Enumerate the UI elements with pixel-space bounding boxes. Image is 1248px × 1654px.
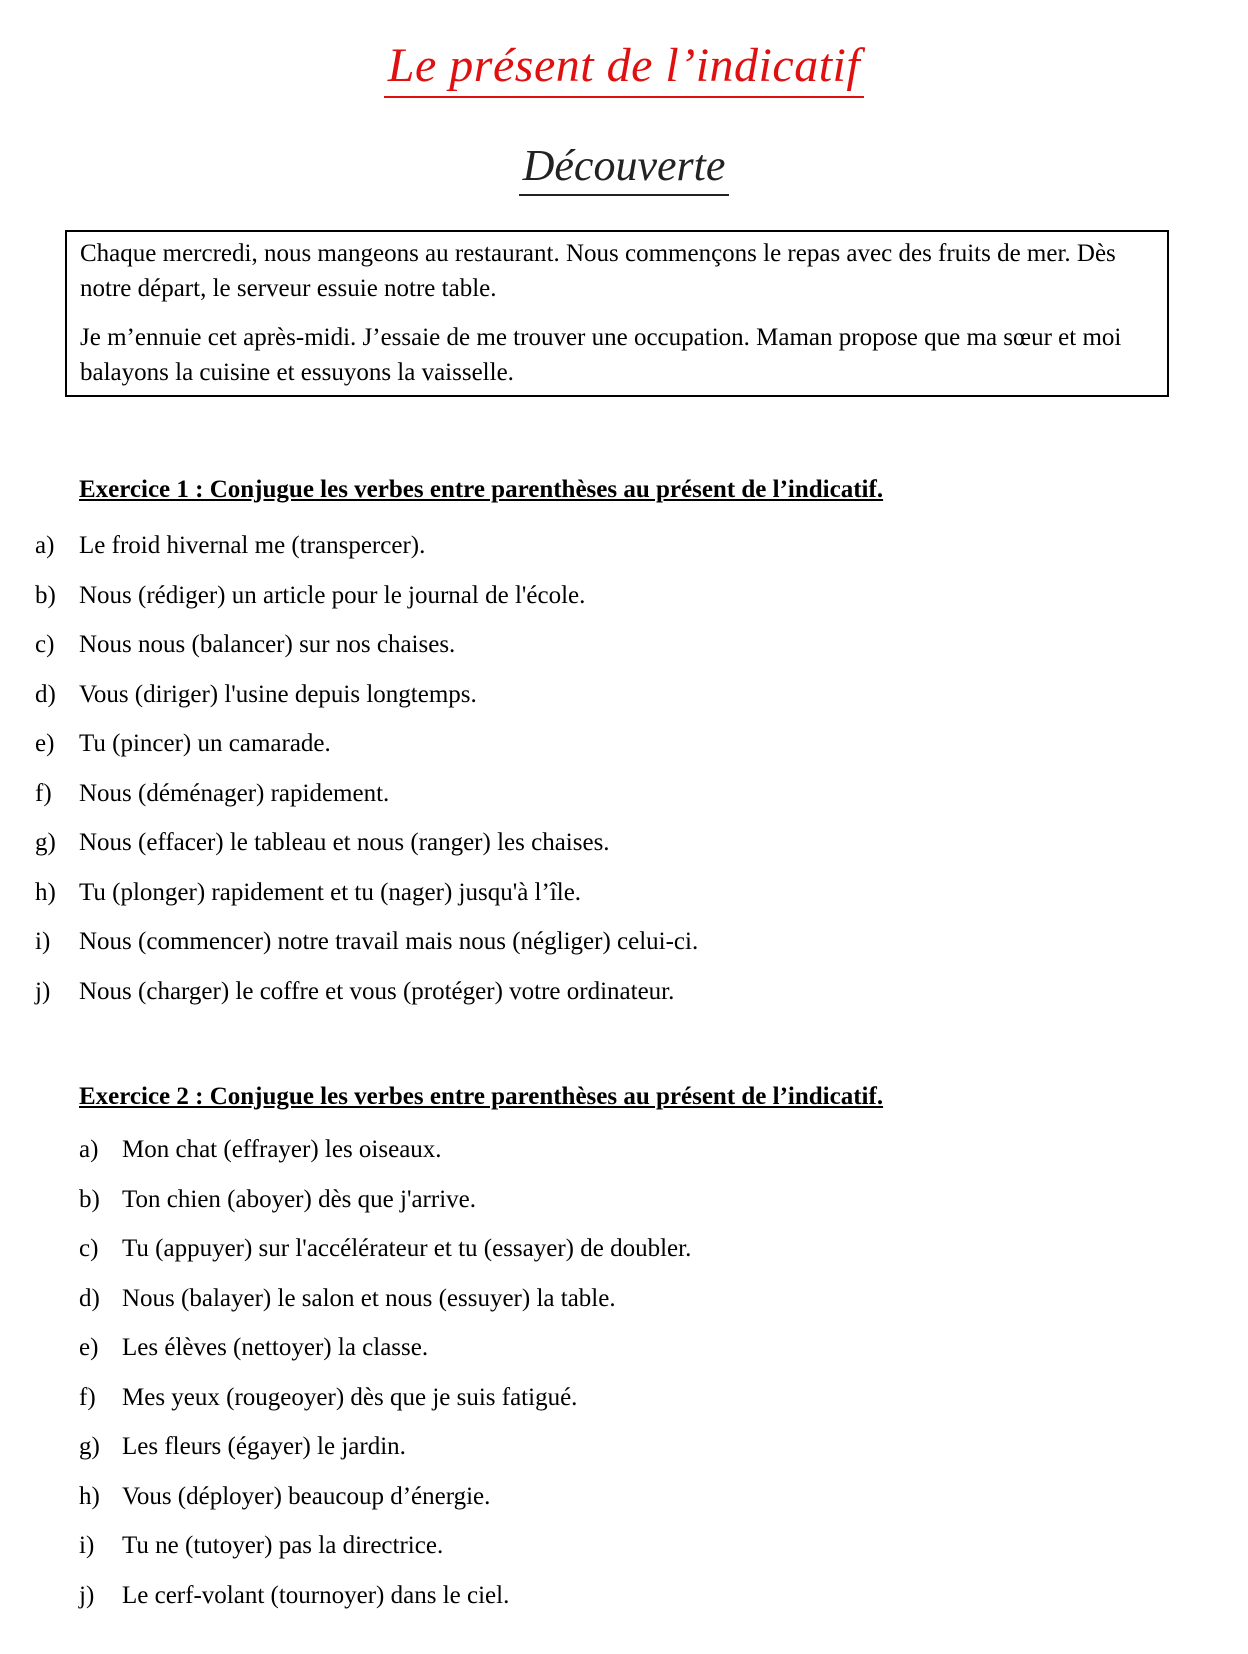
exercise1-item [35,679,698,729]
exercise2-item [79,1332,691,1382]
exercise1-item [35,728,698,778]
item-letter: b) [35,581,56,609]
item-text: Vous (diriger) l'usine depuis longtemps. [79,680,477,708]
item-letter: e) [35,730,55,757]
exercise1-list [35,530,698,1025]
item-letter: e) [79,1334,99,1361]
exercise1-item [35,827,698,877]
item-text: Nous (rédiger) un article pour le journal de l'école. [79,581,586,609]
item-letter: d) [35,680,56,708]
item-text: Mes yeux (rougeoyer) dès que je suis fatigué. [122,1383,578,1411]
item-text: Tu (appuyer) sur l'accélérateur et tu (essayer) de doubler. [122,1235,692,1262]
item-text: Nous nous (balancer) sur nos chaises. [79,631,456,658]
item-letter: j) [35,977,51,1005]
intro-paragraph: Je m’ennuie cet après-midi. J’essaie de me trouver une occupation. Maman propose que ma sœur et moi balayons la cuisine et essuyons la vaisselle. [80,324,1122,386]
item-letter: g) [79,1433,100,1460]
exercise2-item [79,1134,691,1184]
item-letter: f) [35,779,52,807]
exercise2-item [79,1233,691,1283]
item-text: Tu (pincer) un camarade. [79,730,331,757]
item-text: Nous (balayer) le salon et nous (essuyer) la table. [122,1284,616,1312]
item-letter: f) [79,1383,96,1411]
intro-paragraph: Chaque mercredi, nous mangeons au restaurant. Nous commençons le repas avec des fruits de mer. Dès notre départ, le serveur essuie notre table. [80,240,1116,302]
intro-text-box [65,230,1169,397]
exercise1-item [35,530,698,580]
item-text: Mon chat (effrayer) les oiseaux. [122,1136,442,1163]
item-letter: g) [35,829,56,856]
item-letter: i) [79,1532,95,1559]
exercise1-item [35,926,698,976]
item-text: Tu ne (tutoyer) pas la directrice. [122,1532,444,1559]
item-letter: c) [79,1235,99,1262]
exercise1-item [35,877,698,927]
page-title [0,38,1248,98]
exercise1-item [35,976,698,1026]
item-text: Nous (commencer) notre travail mais nous (négliger) celui-ci. [79,928,699,955]
item-text: Le froid hivernal me (transpercer). [79,532,426,559]
item-letter: a) [79,1136,99,1163]
item-text: Les élèves (nettoyer) la classe. [122,1334,429,1361]
item-text: Le cerf-volant (tournoyer) dans le ciel. [122,1581,510,1609]
exercise1-item [35,580,698,630]
exercise1-item [35,778,698,828]
item-letter: a) [35,532,55,559]
exercise2-item [79,1580,691,1630]
item-letter: d) [79,1284,100,1312]
item-letter: h) [79,1482,100,1510]
exercise1-heading: Exercice 1 : Conjugue les verbes entre parenthèses au présent de l’indicatif. [79,476,884,503]
exercise2-item [79,1431,691,1481]
item-text: Tu (plonger) rapidement et tu (nager) jusqu'à l’île. [79,878,582,906]
item-letter: c) [35,631,55,658]
exercise2-item [79,1184,691,1234]
item-text: Ton chien (aboyer) dès que j'arrive. [122,1185,476,1213]
exercise2-item [79,1382,691,1432]
item-letter: j) [79,1581,95,1609]
exercise2-item [79,1283,691,1333]
exercise2-list [79,1134,691,1629]
item-text: Nous (effacer) le tableau et nous (ranger) les chaises. [79,829,610,856]
section-title-text: Découverte [519,140,730,196]
exercise2-item [79,1481,691,1531]
item-letter: b) [79,1185,100,1213]
exercise2-heading: Exercice 2 : Conjugue les verbes entre parenthèses au présent de l’indicatif. [79,1083,884,1110]
item-letter: i) [35,928,51,955]
item-text: Les fleurs (égayer) le jardin. [122,1433,406,1460]
exercise2-item [79,1530,691,1580]
exercise1-item [35,629,698,679]
item-text: Nous (charger) le coffre et vous (protéger) votre ordinateur. [79,977,675,1005]
section-title [0,140,1248,196]
page-title-text: Le présent de l’indicatif [384,38,864,98]
item-text: Nous (déménager) rapidement. [79,779,390,807]
item-text: Vous (déployer) beaucoup d’énergie. [122,1482,491,1510]
item-letter: h) [35,878,56,906]
